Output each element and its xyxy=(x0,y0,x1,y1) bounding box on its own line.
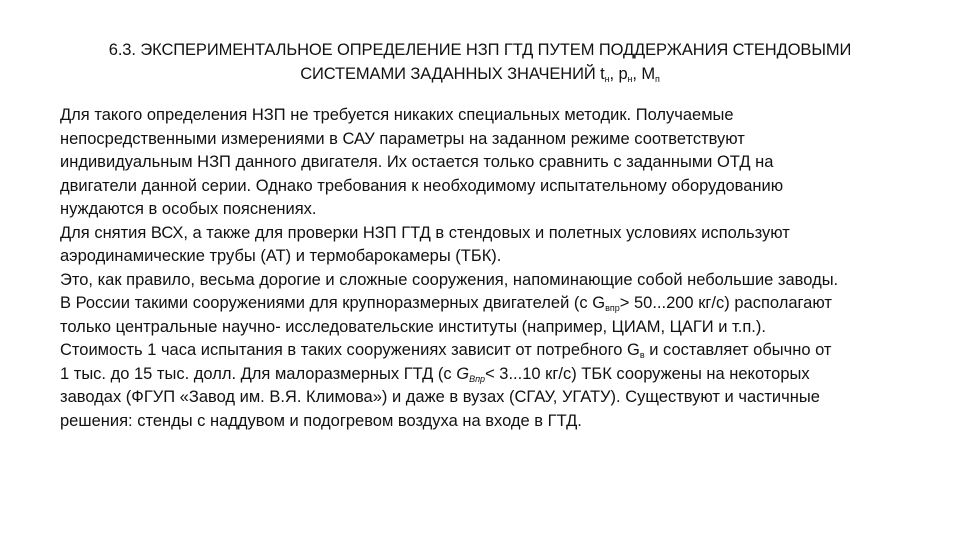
symbol-m-subscript: п xyxy=(655,74,660,84)
body-line: Для снятия ВСХ, а также для проверки НЗП ГТД в стендовых и полетных условиях используют xyxy=(60,223,790,242)
title-separator: , xyxy=(609,65,619,83)
g-subscript: впр xyxy=(605,303,620,313)
symbol-g: G xyxy=(456,364,470,383)
g-subscript: Bпр xyxy=(469,373,486,384)
g-subscript: в xyxy=(639,350,645,360)
body-line: решения: стенды с наддувом и подогревом воздуха на входе в ГТД. xyxy=(60,411,582,430)
body-text xyxy=(60,104,930,433)
symbol-p: p xyxy=(618,65,628,83)
body-line-text: 1 тыс. до 15 тыс. долл. Для малоразмерных ГТД (с xyxy=(60,364,457,383)
body-line: заводах (ФГУП «Завод им. В.Я. Климова») и даже в вузах (СГАУ, УГАТУ). Существуют и частичные xyxy=(60,388,820,406)
body-line-text: Стоимость 1 часа испытания в таких сооружениях зависит от потребного G xyxy=(60,341,640,359)
body-line xyxy=(60,292,930,316)
symbol-p-subscript: н xyxy=(627,74,633,84)
body-line xyxy=(60,339,930,363)
body-line: аэродинамические трубы (АТ) и термобарокамеры (ТБК). xyxy=(60,247,502,265)
body-line: индивидуальным НЗП данного двигателя. Их остается только сравнить с заданными ОТД на xyxy=(60,153,774,171)
title-line-1: 6.3. ЭКСПЕРИМЕНТАЛЬНОЕ ОПРЕДЕЛЕНИЕ НЗП ГТД ПУТЕМ ПОДДЕРЖАНИЯ СТЕНДОВЫМИ xyxy=(108,41,852,59)
title-line-2-text: СИСТЕМАМИ ЗАДАННЫХ ЗНАЧЕНИЙ xyxy=(300,65,601,83)
symbol-m: М xyxy=(641,65,656,83)
body-line xyxy=(60,363,930,387)
body-line: нуждаются в особых пояснениях. xyxy=(60,200,317,218)
body-line: только центральные научно- исследовательские институты (например, ЦИАМ, ЦАГИ и т.п.). xyxy=(60,317,766,336)
title-line-2 xyxy=(40,62,920,86)
body-line: двигатели данной серии. Однако требования к необходимому испытательному оборудованию xyxy=(60,176,784,195)
body-line-text: и составляет обычно от xyxy=(644,341,832,359)
body-line: Для такого определения НЗП не требуется никаких специальных методик. Получаемые xyxy=(60,106,734,124)
title-separator: , xyxy=(632,65,642,83)
slide-title xyxy=(40,38,920,86)
symbol-t: t xyxy=(600,65,605,83)
symbol-t-subscript: н xyxy=(604,74,610,84)
body-line-text: < 3...10 кг/с) ТБК сооружены на некоторых xyxy=(485,364,810,383)
body-line-text: В России такими сооружениями для крупноразмерных двигателей (с G xyxy=(60,294,606,312)
body-line: непосредственными измерениями в САУ параметры на заданном режиме соответствуют xyxy=(60,129,745,148)
body-line: Это, как правило, весьма дорогие и сложные сооружения, напоминающие собой небольшие заводы. xyxy=(60,270,839,289)
body-line-text: > 50...200 кг/с) располагают xyxy=(619,294,832,312)
